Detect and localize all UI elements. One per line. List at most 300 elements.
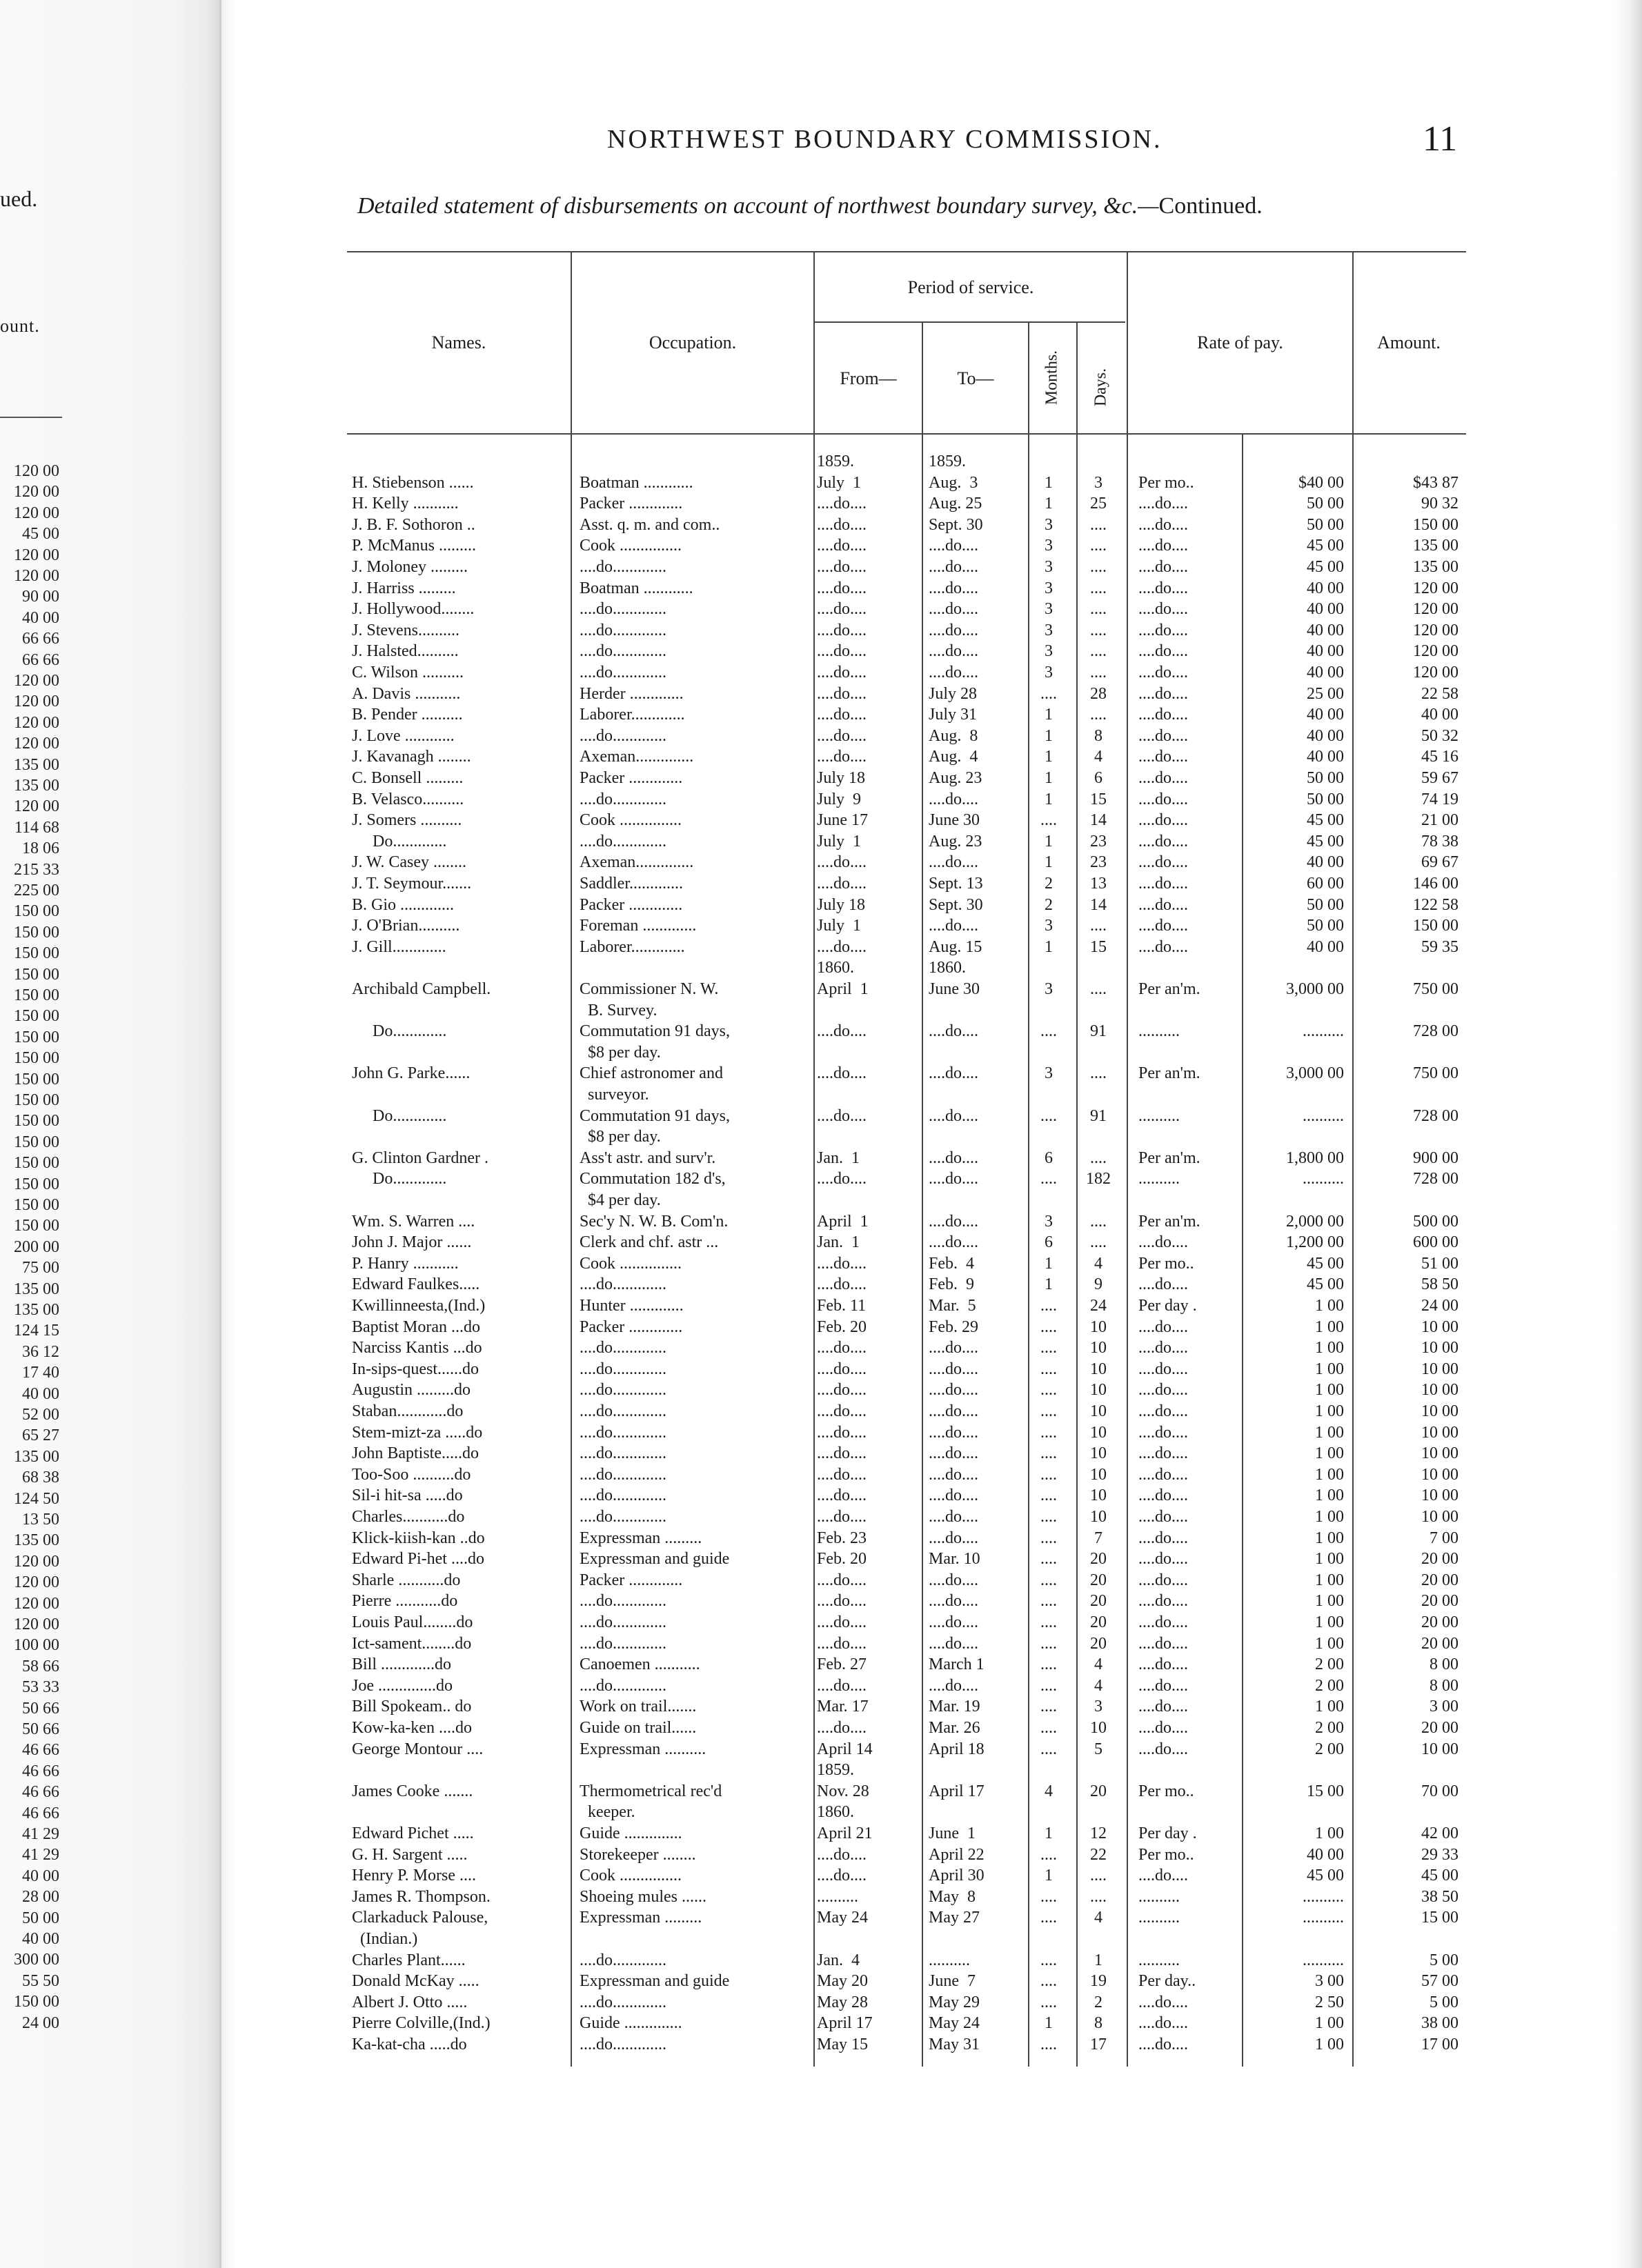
- table-row: [0, 472, 1642, 493]
- rate-amount-cell: ..........: [1303, 1909, 1344, 1927]
- name-cell: John Baptiste.....do: [352, 1444, 479, 1463]
- days-cell: 10: [1090, 1360, 1107, 1378]
- days-cell: ....: [1090, 917, 1107, 935]
- days-cell: 10: [1090, 1486, 1107, 1505]
- name-cell: J. T. Seymour.......: [352, 875, 472, 893]
- left-page-amount: 120 00: [14, 693, 59, 711]
- days-cell: ....: [1090, 1212, 1107, 1231]
- rate-unit-cell: ..........: [1138, 1106, 1180, 1125]
- rate-amount-cell: 40 00: [1307, 726, 1344, 745]
- table-row: [0, 726, 1642, 746]
- left-page-amount: 36 12: [22, 1342, 59, 1361]
- occupation-cell: Expressman .........: [580, 1909, 702, 1927]
- days-cell: ....: [1090, 664, 1107, 682]
- months-cell: 3: [1045, 664, 1053, 682]
- days-cell: 23: [1090, 853, 1107, 872]
- rate-amount-cell: 1 00: [1315, 1423, 1344, 1442]
- name-cell: Wm. S. Warren ....: [352, 1212, 475, 1231]
- to-date-cell: ....do....: [929, 1465, 978, 1484]
- months-cell: ....: [1040, 1550, 1057, 1569]
- name-cell: Too-Soo ..........do: [352, 1465, 471, 1484]
- from-date-cell: ....do....: [817, 1676, 867, 1695]
- months-cell: ....: [1040, 1972, 1057, 1991]
- occupation-cell: Thermometrical rec'd: [580, 1782, 722, 1800]
- rate-amount-cell: 50 00: [1307, 769, 1344, 787]
- rate-amount-cell: 40 00: [1307, 664, 1344, 682]
- months-cell: ....: [1040, 1613, 1057, 1631]
- rate-amount-cell: 1 00: [1315, 1360, 1344, 1378]
- rate-amount-cell: 2 50: [1315, 1993, 1344, 2011]
- to-date-cell: Aug. 3: [929, 473, 978, 492]
- months-cell: ....: [1040, 1571, 1057, 1589]
- amount-cell: 20 00: [1421, 1550, 1458, 1569]
- rate-unit-cell: ....do....: [1138, 1339, 1188, 1357]
- months-cell: ....: [1040, 1719, 1057, 1737]
- days-cell: 9: [1094, 1275, 1102, 1294]
- from-date-cell: ....do....: [817, 1719, 867, 1737]
- rate-unit-cell: ....do....: [1138, 1529, 1188, 1547]
- left-page-amount: 75 00: [22, 1259, 59, 1277]
- amount-cell: 45 16: [1421, 748, 1458, 766]
- table-row: [0, 1549, 1642, 1569]
- rate-amount-cell: $40 00: [1298, 473, 1344, 492]
- amount-cell: 90 32: [1421, 495, 1458, 513]
- months-cell: ....: [1040, 1360, 1057, 1378]
- rate-amount-cell: 2 00: [1315, 1655, 1344, 1674]
- rate-amount-cell: 60 00: [1307, 875, 1344, 893]
- months-cell: 3: [1045, 621, 1053, 639]
- amount-cell: 10 00: [1421, 1486, 1458, 1505]
- left-page-amount: 24 00: [22, 2013, 59, 2032]
- amount-cell: 38 50: [1421, 1887, 1458, 1906]
- name-cell: C. Wilson ..........: [352, 664, 464, 682]
- name-cell: Bill .............do: [352, 1655, 452, 1674]
- header-to: To—: [957, 368, 994, 388]
- rate-unit-cell: ....do....: [1138, 706, 1188, 724]
- from-date-cell: Jan. 1: [817, 1233, 860, 1252]
- rate-amount-cell: 1 00: [1315, 1444, 1344, 1463]
- months-cell: 3: [1045, 1064, 1053, 1083]
- months-cell: ....: [1040, 1909, 1057, 1927]
- amount-cell: 728 00: [1413, 1170, 1458, 1188]
- amount-cell: 57 00: [1421, 1972, 1458, 1991]
- table-row: [0, 1760, 1642, 1780]
- from-date-cell: ....do....: [817, 1275, 867, 1294]
- table-row: [0, 1021, 1642, 1042]
- rate-unit-cell: ....do....: [1138, 1592, 1188, 1611]
- rate-unit-cell: ..........: [1138, 1887, 1180, 1906]
- months-cell: 1: [1045, 1824, 1053, 1842]
- months-cell: ....: [1040, 1845, 1057, 1864]
- months-cell: 6: [1045, 1233, 1053, 1252]
- left-page-amount: 200 00: [14, 1237, 59, 1256]
- months-cell: 1: [1045, 473, 1053, 492]
- table-row: [0, 895, 1642, 915]
- rate-amount-cell: 45 00: [1307, 1254, 1344, 1273]
- amount-cell: 150 00: [1413, 515, 1458, 534]
- to-date-cell: May 31: [929, 2036, 980, 2053]
- name-cell: J. B. F. Sothoron ..: [352, 515, 475, 534]
- left-page-amount: 50 66: [22, 1699, 59, 1718]
- from-date-cell: ....do....: [817, 1613, 867, 1631]
- amount-cell: 40 00: [1421, 706, 1458, 724]
- from-date-cell: 1859.: [817, 1761, 854, 1780]
- from-date-cell: ....do....: [817, 1360, 867, 1378]
- from-date-cell: ....do....: [817, 495, 867, 513]
- rate-unit-cell: ....do....: [1138, 515, 1188, 534]
- rate-amount-cell: ..........: [1303, 1170, 1344, 1188]
- amount-cell: 120 00: [1413, 642, 1458, 661]
- months-cell: 1: [1045, 2014, 1053, 2033]
- amount-cell: 59 35: [1421, 937, 1458, 956]
- rate-unit-cell: ....do....: [1138, 790, 1188, 808]
- name-cell: Albert J. Otto .....: [352, 1993, 468, 2011]
- name-cell: J. O'Brian..........: [352, 917, 460, 935]
- amount-cell: 69 67: [1421, 853, 1458, 872]
- to-date-cell: ....do....: [929, 1402, 978, 1420]
- left-page-amount: 66 66: [22, 630, 59, 648]
- rate-amount-cell: 50 00: [1307, 495, 1344, 513]
- from-date-cell: Feb. 27: [817, 1655, 867, 1674]
- name-cell: (Indian.): [352, 1930, 418, 1948]
- from-date-cell: ....do....: [817, 1254, 867, 1273]
- months-cell: ....: [1040, 1592, 1057, 1611]
- from-date-cell: April 17: [817, 2014, 873, 2033]
- table-row: [0, 1950, 1642, 1971]
- to-date-cell: April 17: [929, 1782, 985, 1800]
- from-date-cell: Feb. 20: [817, 1550, 867, 1569]
- left-page-amount: 100 00: [14, 1636, 59, 1655]
- rate-unit-cell: ....do....: [1138, 684, 1188, 703]
- days-cell: 17: [1090, 2036, 1107, 2053]
- from-date-cell: May 28: [817, 1993, 868, 2011]
- table-row: [0, 1063, 1642, 1084]
- to-date-cell: Feb. 29: [929, 1317, 978, 1336]
- amount-cell: 20 00: [1421, 1634, 1458, 1653]
- left-page-amount: 40 00: [22, 608, 59, 627]
- name-cell: J. Love ............: [352, 726, 455, 745]
- amount-cell: 78 38: [1421, 832, 1458, 850]
- table-row: [0, 451, 1642, 472]
- to-date-cell: Aug. 23: [929, 769, 982, 787]
- occupation-cell: Sec'y N. W. B. Com'n.: [580, 1212, 729, 1231]
- from-date-cell: ....do....: [817, 1444, 867, 1463]
- rate-amount-cell: 40 00: [1307, 937, 1344, 956]
- amount-cell: 120 00: [1413, 579, 1458, 597]
- name-cell: Do.............: [352, 1170, 447, 1188]
- to-date-cell: April 30: [929, 1867, 985, 1885]
- table-row: [0, 599, 1642, 619]
- from-date-cell: 1859.: [817, 452, 854, 470]
- name-cell: Do.............: [352, 832, 447, 850]
- left-page-amount: 28 00: [22, 1888, 59, 1907]
- rate-amount-cell: ..........: [1303, 1887, 1344, 1906]
- from-date-cell: Feb. 20: [817, 1317, 867, 1336]
- months-cell: ....: [1040, 1402, 1057, 1420]
- table-row: [0, 1992, 1642, 2013]
- months-cell: ....: [1040, 1529, 1057, 1547]
- table-row: [0, 1190, 1642, 1211]
- occupation-cell: ....do.............: [580, 1360, 666, 1378]
- from-date-cell: May 20: [817, 1972, 868, 1991]
- rate-amount-cell: 50 00: [1307, 895, 1344, 914]
- occupation-cell: Cook ...............: [580, 1254, 682, 1273]
- rate-amount-cell: ..........: [1303, 1951, 1344, 1969]
- from-date-cell: ....do....: [817, 1339, 867, 1357]
- name-cell: B. Pender ..........: [352, 706, 463, 724]
- from-date-cell: Jan. 1: [817, 1148, 860, 1167]
- table-row: [0, 1126, 1642, 1147]
- rate-unit-cell: Per mo..: [1138, 1782, 1194, 1800]
- table-row: [0, 1802, 1642, 1822]
- to-date-cell: ....do....: [929, 579, 978, 597]
- rate-amount-cell: 1 00: [1315, 1486, 1344, 1505]
- left-page-amount: 150 00: [14, 1133, 59, 1151]
- occupation-cell: ....do.............: [580, 832, 666, 850]
- rate-unit-cell: ....do....: [1138, 1444, 1188, 1463]
- days-cell: ....: [1090, 537, 1107, 555]
- months-cell: 3: [1045, 600, 1053, 619]
- name-cell: Edward Faulkes.....: [352, 1275, 480, 1294]
- to-date-cell: 1859.: [929, 452, 966, 470]
- occupation-cell: Boatman ............: [580, 473, 693, 492]
- occupation-cell: Asst. q. m. and com..: [580, 515, 720, 534]
- name-cell: James Cooke .......: [352, 1782, 473, 1800]
- days-cell: 182: [1086, 1170, 1111, 1188]
- days-cell: 24: [1090, 1297, 1107, 1315]
- table-row: [0, 1337, 1642, 1358]
- table-row: [0, 1633, 1642, 1654]
- occupation-cell: Foreman .............: [580, 917, 697, 935]
- rate-unit-cell: ....do....: [1138, 832, 1188, 850]
- name-cell: A. Davis ...........: [352, 684, 461, 703]
- rate-unit-cell: ....do....: [1138, 748, 1188, 766]
- table-row: [0, 1401, 1642, 1422]
- rate-amount-cell: 1,800 00: [1286, 1148, 1344, 1167]
- occupation-cell: Herder .............: [580, 684, 684, 703]
- name-cell: Kwillinneesta,(Ind.): [352, 1297, 486, 1315]
- header-occupation: Occupation.: [649, 332, 737, 352]
- from-date-cell: ....do....: [817, 621, 867, 639]
- days-cell: 4: [1094, 1655, 1102, 1674]
- months-cell: 1: [1045, 706, 1053, 724]
- from-date-cell: ....do....: [817, 664, 867, 682]
- from-date-cell: ....do....: [817, 684, 867, 703]
- to-date-cell: Feb. 4: [929, 1254, 974, 1273]
- occupation-cell: Guide on trail......: [580, 1719, 697, 1737]
- rate-amount-cell: 1 00: [1315, 1824, 1344, 1842]
- rate-unit-cell: ....do....: [1138, 811, 1188, 830]
- from-date-cell: May 24: [817, 1909, 868, 1927]
- name-cell: J. Kavanagh ........: [352, 748, 471, 766]
- to-date-cell: ....do....: [929, 1529, 978, 1547]
- table-row: [0, 1274, 1642, 1295]
- amount-cell: 45 00: [1421, 1867, 1458, 1885]
- left-page-amount: 120 00: [14, 483, 59, 501]
- table-row: [0, 915, 1642, 936]
- months-cell: 4: [1045, 1782, 1053, 1800]
- rate-amount-cell: 25 00: [1307, 684, 1344, 703]
- rate-amount-cell: 40 00: [1307, 1845, 1344, 1864]
- rate-unit-cell: Per an'm.: [1138, 1148, 1200, 1167]
- table-row: [0, 1696, 1642, 1717]
- months-cell: ....: [1040, 1676, 1057, 1695]
- occupation-cell: Work on trail.......: [580, 1698, 697, 1716]
- left-page-amount: 135 00: [14, 777, 59, 795]
- rate-unit-cell: ..........: [1138, 1951, 1180, 1969]
- months-cell: 1: [1045, 748, 1053, 766]
- name-cell: J. Somers ..........: [352, 811, 462, 830]
- days-cell: 20: [1090, 1782, 1107, 1800]
- occupation-cell: Expressman ..........: [580, 1740, 706, 1758]
- name-cell: G. H. Sargent .....: [352, 1845, 468, 1864]
- months-cell: 3: [1045, 558, 1053, 576]
- to-date-cell: March 1: [929, 1655, 985, 1674]
- rate-unit-cell: ....do....: [1138, 1867, 1188, 1885]
- table-row: [0, 1042, 1642, 1063]
- days-cell: 10: [1090, 1508, 1107, 1526]
- left-page-amount: 46 66: [22, 1783, 59, 1802]
- amount-cell: 59 67: [1421, 769, 1458, 787]
- amount-cell: 8 00: [1430, 1655, 1458, 1674]
- rate-unit-cell: ....do....: [1138, 537, 1188, 555]
- name-cell: Edward Pichet .....: [352, 1824, 474, 1842]
- days-cell: 8: [1094, 2014, 1102, 2033]
- rate-amount-cell: 45 00: [1307, 832, 1344, 850]
- left-page-amount: 90 00: [22, 588, 59, 606]
- days-cell: 10: [1090, 1423, 1107, 1442]
- months-cell: 1: [1045, 937, 1053, 956]
- days-cell: ....: [1090, 600, 1107, 619]
- table-row: [0, 810, 1642, 830]
- rate-amount-cell: 1 00: [1315, 1550, 1344, 1569]
- name-cell: Kow-ka-ken ....do: [352, 1719, 472, 1737]
- amount-cell: 17 00: [1421, 2036, 1458, 2053]
- months-cell: 1: [1045, 495, 1053, 513]
- name-cell: J. Gill.............: [352, 937, 446, 956]
- header-from: From—: [840, 368, 897, 388]
- rate-amount-cell: 3 00: [1315, 1972, 1344, 1991]
- months-cell: ....: [1040, 1022, 1057, 1041]
- rate-amount-cell: 3,000 00: [1286, 980, 1344, 998]
- rate-amount-cell: 1 00: [1315, 1402, 1344, 1420]
- rate-amount-cell: 2 00: [1315, 1719, 1344, 1737]
- amount-cell: 7 00: [1430, 1529, 1458, 1547]
- table-row: [0, 1570, 1642, 1591]
- rate-amount-cell: 40 00: [1307, 748, 1344, 766]
- name-cell: Louis Paul........do: [352, 1613, 473, 1631]
- amount-cell: 5 00: [1430, 1993, 1458, 2011]
- months-cell: ....: [1040, 1655, 1057, 1674]
- rate-amount-cell: 40 00: [1307, 621, 1344, 639]
- days-cell: ....: [1090, 1887, 1107, 1906]
- days-cell: 4: [1094, 748, 1102, 766]
- days-cell: 4: [1094, 1909, 1102, 1927]
- rate-unit-cell: ....do....: [1138, 937, 1188, 956]
- to-date-cell: ....do....: [929, 1676, 978, 1695]
- left-page-amount: 150 00: [14, 1028, 59, 1046]
- rate-unit-cell: ....do....: [1138, 1571, 1188, 1589]
- to-date-cell: Aug. 8: [929, 726, 978, 745]
- from-date-cell: July 9: [817, 790, 862, 808]
- name-cell: Augustin .........do: [352, 1381, 471, 1400]
- days-cell: 22: [1090, 1845, 1107, 1864]
- from-date-cell: ....do....: [817, 1465, 867, 1484]
- name-cell: Do.............: [352, 1106, 447, 1125]
- months-cell: 3: [1045, 515, 1053, 534]
- months-cell: ....: [1040, 1486, 1057, 1505]
- name-cell: James R. Thompson.: [352, 1887, 491, 1906]
- name-cell: B. Gio .............: [352, 895, 455, 914]
- to-date-cell: ....do....: [929, 917, 978, 935]
- occupation-cell: Commissioner N. W.: [580, 980, 719, 998]
- table-row: [0, 1844, 1642, 1865]
- amount-cell: 42 00: [1421, 1824, 1458, 1842]
- occupation-cell: ....do.............: [580, 558, 666, 576]
- days-cell: 12: [1090, 1824, 1107, 1842]
- name-cell: Donald McKay .....: [352, 1972, 479, 1991]
- left-page-amount: 53 33: [22, 1678, 59, 1697]
- months-cell: 1: [1045, 726, 1053, 745]
- occupation-cell: Clerk and chf. astr ...: [580, 1233, 719, 1252]
- to-date-cell: Sept. 13: [929, 875, 983, 893]
- months-cell: ....: [1040, 1508, 1057, 1526]
- table-row: [0, 1253, 1642, 1274]
- left-page-amount: 17 40: [22, 1364, 59, 1382]
- days-cell: 10: [1090, 1402, 1107, 1420]
- months-cell: ....: [1040, 1170, 1057, 1188]
- left-page-amount: 13 50: [22, 1511, 59, 1529]
- occupation-cell: ....do.............: [580, 1508, 666, 1526]
- rate-unit-cell: ....do....: [1138, 1465, 1188, 1484]
- left-page-amount: 124 50: [14, 1489, 59, 1508]
- days-cell: 5: [1094, 1740, 1102, 1758]
- months-cell: 3: [1045, 537, 1053, 555]
- left-page-amount: 150 00: [14, 1007, 59, 1026]
- to-date-cell: Mar. 10: [929, 1550, 980, 1569]
- rate-unit-cell: Per mo..: [1138, 1254, 1194, 1273]
- left-page-amount: 300 00: [14, 1951, 59, 1969]
- table-row: [0, 1295, 1642, 1316]
- occupation-cell: ....do.............: [580, 1402, 666, 1420]
- months-cell: 1: [1045, 769, 1053, 787]
- amount-cell: 120 00: [1413, 621, 1458, 639]
- table-row: [0, 1148, 1642, 1168]
- from-date-cell: Feb. 11: [817, 1297, 867, 1315]
- amount-cell: 600 00: [1413, 1233, 1458, 1252]
- from-date-cell: July 1: [817, 473, 862, 492]
- to-date-cell: ....do....: [929, 600, 978, 619]
- months-cell: ....: [1040, 2036, 1057, 2053]
- from-date-cell: April 14: [817, 1740, 873, 1758]
- name-cell: John G. Parke......: [352, 1064, 471, 1083]
- rate-unit-cell: ....do....: [1138, 1423, 1188, 1442]
- months-cell: 1: [1045, 1867, 1053, 1885]
- rate-unit-cell: ....do....: [1138, 1993, 1188, 2011]
- rate-amount-cell: 50 00: [1307, 790, 1344, 808]
- table-row: [0, 1443, 1642, 1464]
- days-cell: 20: [1090, 1550, 1107, 1569]
- table-title-main: Detailed statement of disbursements on account of northwest boundary survey, &c.—: [357, 193, 1159, 219]
- amount-cell: 728 00: [1413, 1106, 1458, 1125]
- table-row: [0, 937, 1642, 957]
- rate-unit-cell: ....do....: [1138, 1508, 1188, 1526]
- table-row: [0, 1106, 1642, 1126]
- rate-unit-cell: ....do....: [1138, 726, 1188, 745]
- left-page-amount: 150 00: [14, 1993, 59, 2011]
- amount-cell: 38 00: [1421, 2014, 1458, 2033]
- running-head: NORTHWEST BOUNDARY COMMISSION.: [607, 125, 1163, 154]
